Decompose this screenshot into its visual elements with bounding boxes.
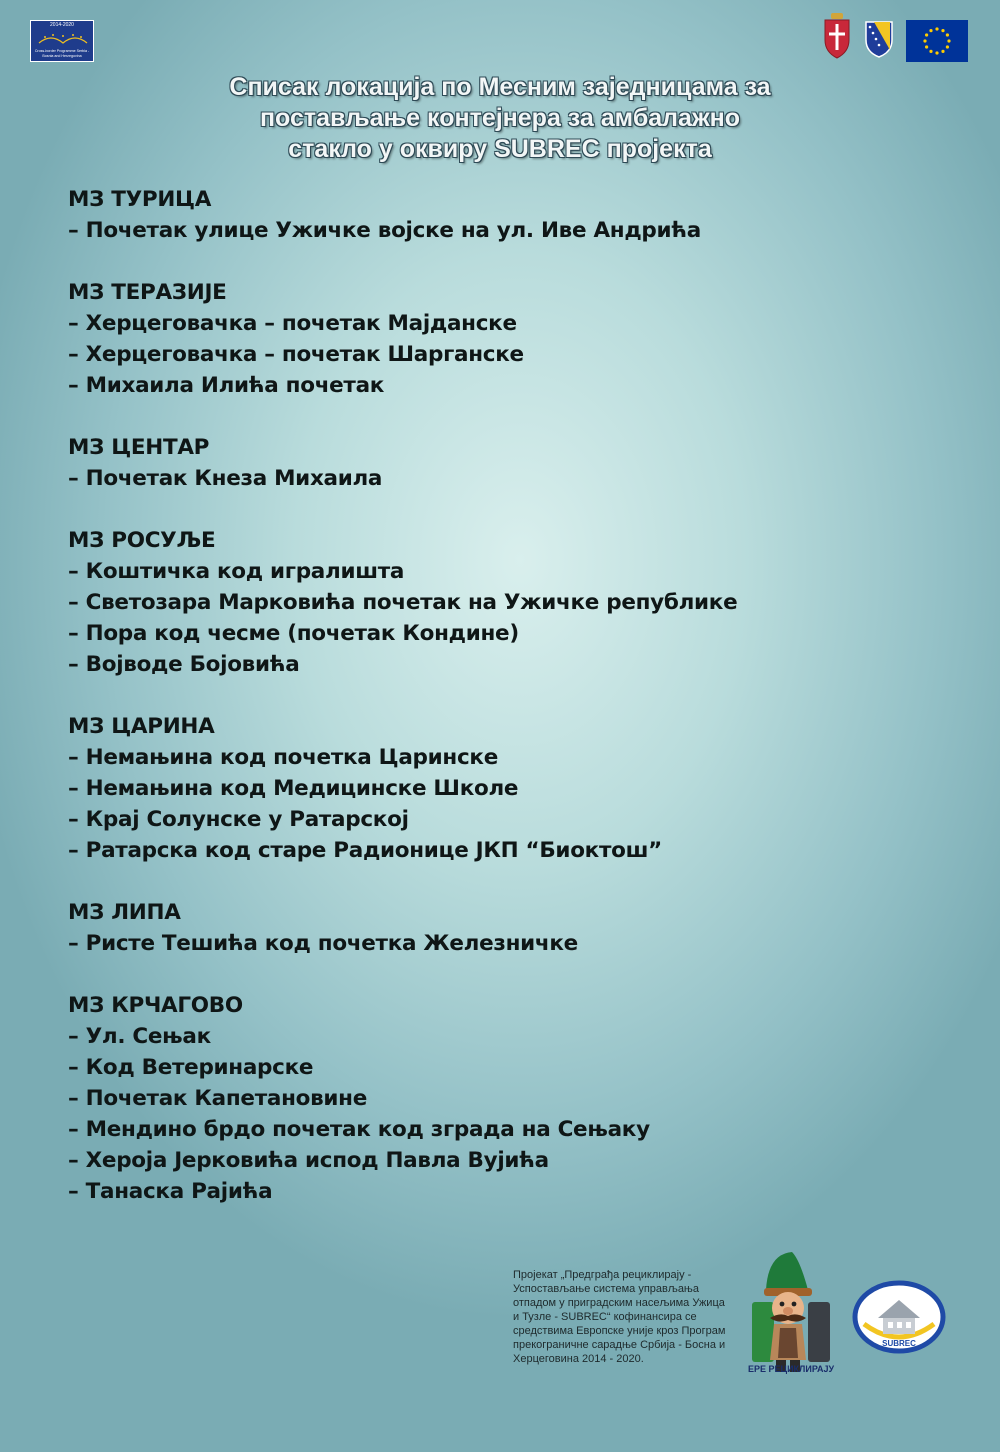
section-carina bbox=[68, 711, 828, 866]
footer-line: прекограничне сарадње Србија - Босна и bbox=[513, 1339, 726, 1351]
recycling-mascot-icon bbox=[748, 1250, 834, 1378]
section-title: МЗ ЛИПА bbox=[68, 900, 181, 925]
section-title: МЗ ТУРИЦА bbox=[68, 187, 212, 212]
location-item: – Ратарска код старе Радионице ЈКП “Биоктош” bbox=[68, 838, 662, 863]
mascot-caption: ЕРЕ РЕЦИКЛИРАЈУ bbox=[748, 1364, 835, 1374]
title-line-3: стакло у оквиру SUBREC пројекта bbox=[288, 135, 712, 163]
programme-years: 2014-2020 bbox=[50, 22, 74, 28]
location-item: – Крај Солунске у Ратарској bbox=[68, 807, 409, 832]
section-krcagovo bbox=[68, 990, 828, 1207]
location-item: – Почетак улице Ужичке војске на ул. Иве Андрића bbox=[68, 218, 701, 243]
eu-flag-icon bbox=[906, 20, 968, 62]
location-item: – Херцеговачка – почетак Шарганске bbox=[68, 342, 524, 367]
location-item: – Пора код чесме (почетак Кондине) bbox=[68, 621, 519, 646]
location-item: – Почетак Капетановине bbox=[68, 1086, 368, 1111]
location-item: – Немањина код Медицинске Школе bbox=[68, 776, 519, 801]
cross-border-programme-logo bbox=[30, 20, 94, 62]
location-item: – Почетак Кнеза Михаила bbox=[68, 466, 383, 491]
title-line-2: постављање контејнера за амбалажно bbox=[259, 104, 741, 132]
location-list bbox=[68, 184, 828, 1238]
section-rosulje bbox=[68, 525, 828, 680]
footer-line: Херцеговина 2014 - 2020. bbox=[513, 1353, 644, 1365]
bih-coat-of-arms-icon bbox=[864, 20, 894, 58]
location-item: – Танаска Рајића bbox=[68, 1179, 273, 1204]
location-item: – Немањина код почетка Царинске bbox=[68, 745, 498, 770]
section-title: МЗ ЦАРИНА bbox=[68, 714, 215, 739]
serbia-coat-of-arms-icon bbox=[822, 12, 852, 60]
eu-stars-bridge-icon bbox=[37, 31, 89, 45]
location-item: – Мендино брдо почетак код зграда на Сењаку bbox=[68, 1117, 650, 1142]
footer-line: Пројекат „Предграђа рециклирају - bbox=[513, 1269, 692, 1281]
section-turica bbox=[68, 184, 828, 246]
page-title bbox=[150, 72, 850, 165]
section-title: МЗ ЦЕНТАР bbox=[68, 435, 210, 460]
location-item: – Војводе Бојовића bbox=[68, 652, 300, 677]
location-item: – Коштичка код игралишта bbox=[68, 559, 405, 584]
section-title: МЗ ТЕРАЗИЈЕ bbox=[68, 280, 227, 305]
project-description bbox=[513, 1268, 745, 1366]
section-title: МЗ РОСУЉЕ bbox=[68, 528, 216, 553]
location-item: – Михаила Илића почетак bbox=[68, 373, 385, 398]
location-item: – Херцеговачка – почетак Мајданске bbox=[68, 311, 517, 336]
section-lipa bbox=[68, 897, 828, 959]
footer-line: средствима Европске уније кроз Програм bbox=[513, 1325, 726, 1337]
subrec-logo-icon bbox=[852, 1280, 946, 1354]
section-title: МЗ КРЧАГОВО bbox=[68, 993, 243, 1018]
section-centar bbox=[68, 432, 828, 494]
footer-line: Успостављање система управљања bbox=[513, 1283, 699, 1295]
title-line-1: Списак локација по Месним заједницама за bbox=[229, 73, 771, 101]
location-item: – Ристе Тешића код почетка Железничке bbox=[68, 931, 578, 956]
location-item: – Код Ветеринарске bbox=[68, 1055, 314, 1080]
footer-line: и Тузле - SUBREC“ кофинансира се bbox=[513, 1311, 697, 1323]
location-item: – Светозара Марковића почетак на Ужичке републике bbox=[68, 590, 738, 615]
location-item: – Ул. Сењак bbox=[68, 1024, 211, 1049]
section-terazije bbox=[68, 277, 828, 401]
programme-caption: Cross-border Programme Serbia - Bosnia and Herzegovina bbox=[34, 49, 90, 58]
location-item: – Хероја Јерковића испод Павла Вујића bbox=[68, 1148, 549, 1173]
subrec-text: SUBREC bbox=[882, 1339, 916, 1348]
footer-line: отпадом у приградским насељима Ужица bbox=[513, 1297, 725, 1309]
